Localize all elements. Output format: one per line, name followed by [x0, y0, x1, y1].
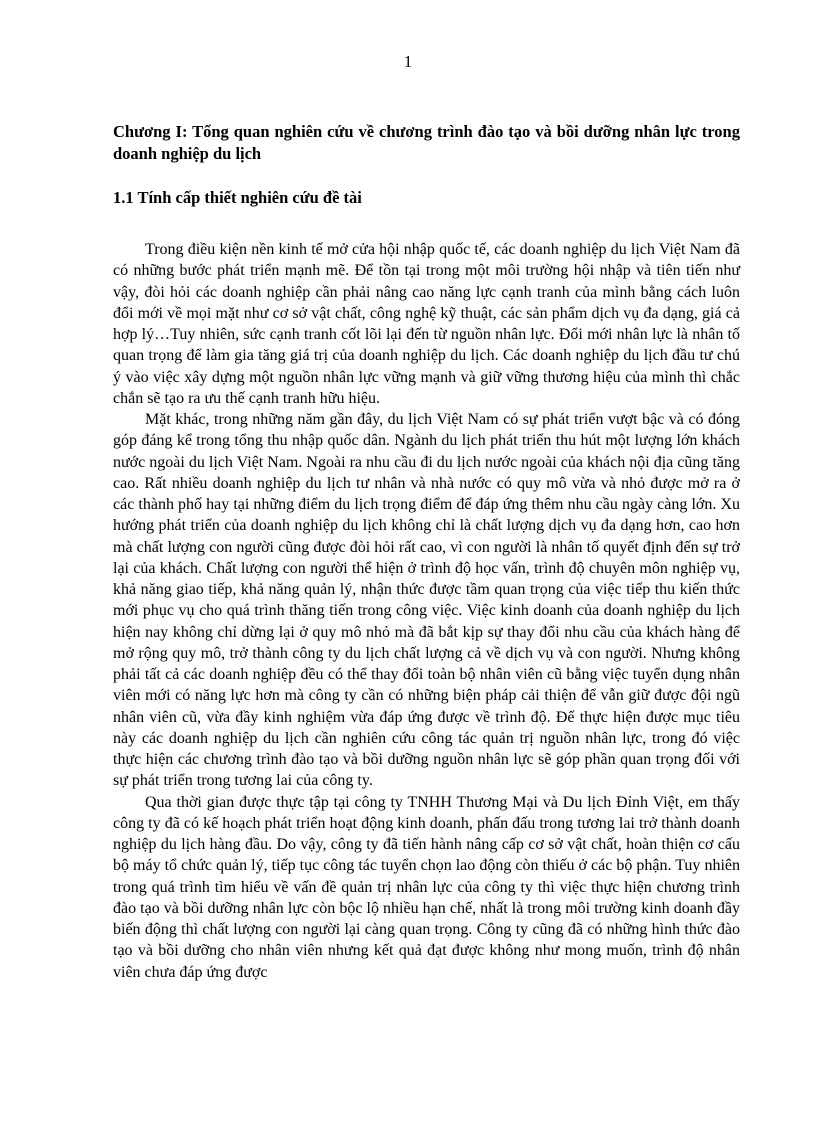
body-text: [113, 239, 740, 983]
chapter-title: Chương I: Tổng quan nghiên cứu về chương trình đào tạo và bồi dưỡng nhân lực trong doanh nghiệp du lịch: [113, 122, 740, 163]
page-content: [113, 121, 740, 983]
page-number: 1: [403, 52, 413, 71]
paragraph: Qua thời gian được thực tập tại công ty TNHH Thương Mại và Du lịch Đỉnh Việt, em thấy công ty đã có kế hoạch phát triển hoạt động kinh doanh, phấn đấu trong tương lai trở thành doanh nghiệp du lịch hàng đầu. Do vậy, công ty đã tiến hành nâng cấp cơ sở vật chất, hoàn thiện cơ cấu bộ máy tổ chức quản lý, tiếp tục công tác tuyển chọn lao động còn thiếu ở các bộ phận. Tuy nhiên trong quá trình tìm hiểu về vấn đề quản trị nhân lực của công ty thì việc thực hiện chương trình đào tạo và bồi dưỡng nhân lực còn bộc lộ nhiều hạn chế, nhất là trong môi trường kinh doanh đầy biến động thì chất lượng con người lại càng quan trọng. Công ty cũng đã có những hình thức đào tạo và bồi dưỡng cho nhân viên nhưng kết quả đạt được không như mong muốn, trình độ nhân viên chưa đáp ứng được: [113, 793, 740, 981]
paragraph: Mặt khác, trong những năm gần đây, du lịch Việt Nam có sự phát triển vượt bậc và có đóng góp đáng kể trong tổng thu nhập quốc dân. Ngành du lịch phát triển thu hút một lượng lớn khách nước ngoài du lịch Việt Nam. Ngoài ra nhu cầu đi du lịch nước ngoài của khách nội địa cũng tăng cao. Rất nhiều doanh nghiệp du lịch tư nhân và nhà nước có quy mô vừa và nhỏ được mở ra ở các thành phố hay tại những điểm du lịch trọng điểm để đáp ứng thêm nhu cầu ngày càng lớn. Xu hướng phát triển của doanh nghiệp du lịch không chỉ là chất lượng dịch vụ đa dạng hơn, cao hơn mà chất lượng con người cũng được đòi hỏi rất cao, vì con người là nhân tố quyết định đến sự trở lại của khách. Chất lượng con người thể hiện ở trình độ học vấn, trình độ chuyên môn nghiệp vụ, khả năng giao tiếp, khả năng quản lý, nhận thức được tầm quan trọng của việc tiếp thu kiến thức mới phục vụ cho quá trình thăng tiến trong công việc. Việc kinh doanh của doanh nghiệp du lịch hiện nay không chỉ dừng lại ở quy mô nhỏ mà đã bắt kịp sự thay đổi nhu cầu của khách hàng để mở rộng quy mô, trở thành công ty du lịch chất lượng cả về dịch vụ và con người. Nhưng không phải tất cả các doanh nghiệp đều có thể thay đổi toàn bộ nhân viên cũ bằng việc tuyển dụng nhân viên mới có năng lực hơn mà công ty cần có những biện pháp cải thiện để vẫn giữ được đội ngũ nhân viên cũ, vừa đầy kinh nghiệm vừa đáp ứng được về trình độ. Để thực hiện được mục tiêu này các doanh nghiệp du lịch cần nghiên cứu công tác quản trị nguồn nhân lực, trong đó việc thực hiện các chương trình đào tạo và bồi dưỡng nguồn nhân lực sẽ góp phần quan trọng đối với sự phát triển trong tương lai của công ty.: [113, 411, 740, 790]
paragraph: Trong điều kiện nền kinh tế mở cửa hội nhập quốc tế, các doanh nghiệp du lịch Việt Nam đã có những bước phát triển mạnh mẽ. Để tồn tại trong một môi trường hội nhập và tiên tiến như vậy, đòi hỏi các doanh nghiệp cần phải nâng cao năng lực cạnh tranh của mình bằng cách luôn đổi mới về mọi mặt như cơ sở vật chất, công nghệ kỹ thuật, các sản phẩm dịch vụ đa dạng, giá cả hợp lý…Tuy nhiên, sức cạnh tranh cốt lõi lại đến từ nguồn nhân lực. Đổi mới nhân lực là nhân tố quan trọng để làm gia tăng giá trị của doanh nghiệp du lịch. Các doanh nghiệp du lịch đầu tư chú ý vào việc xây dựng một nguồn nhân lực vững mạnh và giữ vững thương hiệu của mình thì chắc chắn sẽ tạo ra ưu thế cạnh tranh hữu hiệu.: [113, 241, 740, 407]
section-title: 1.1 Tính cấp thiết nghiên cứu đề tài: [113, 188, 362, 207]
